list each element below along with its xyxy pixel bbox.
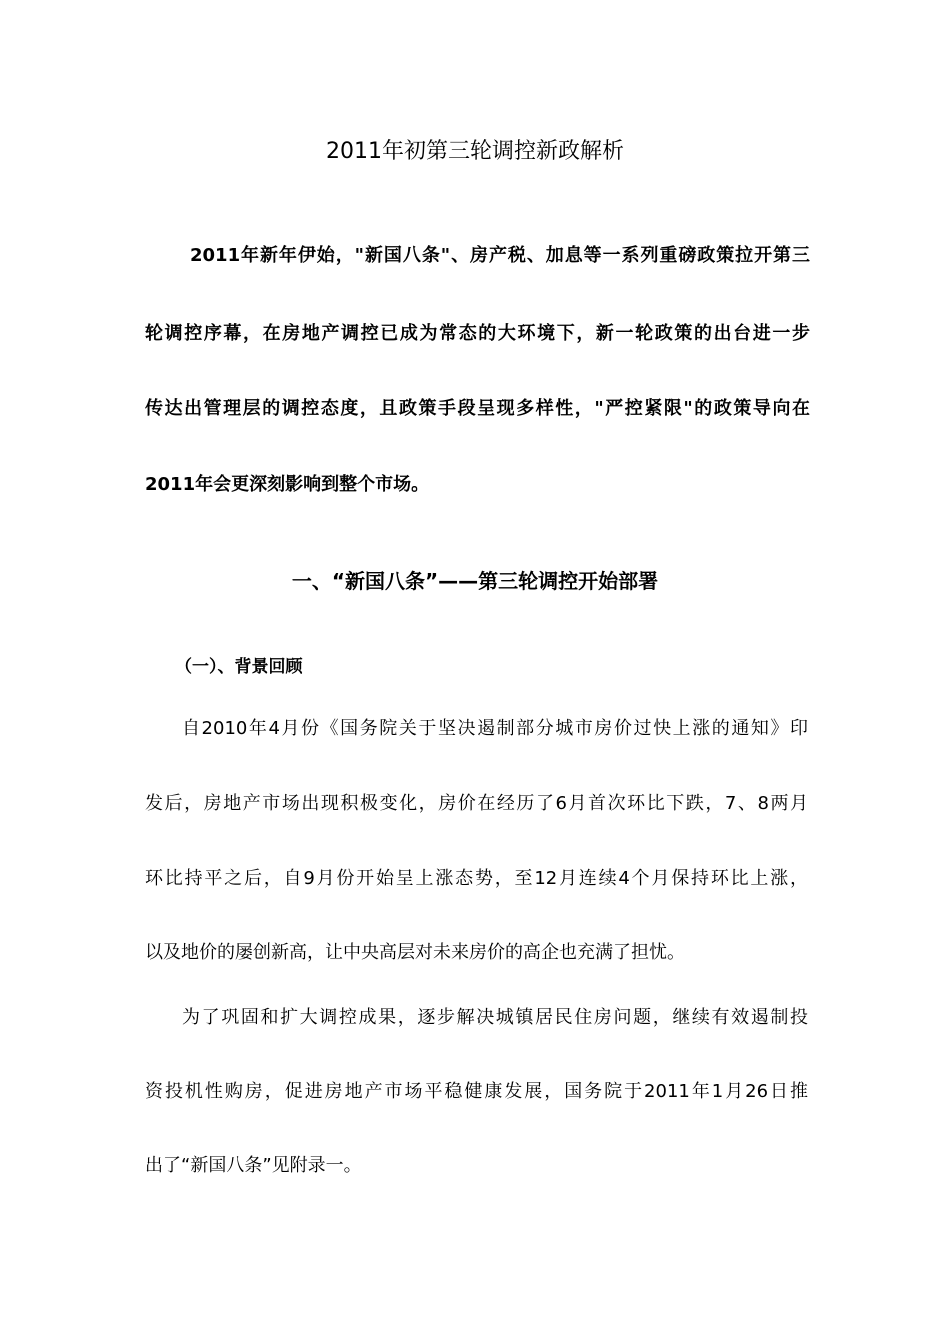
paragraph-line: 以及地价的屡创新高，让中央高层对未来房价的高企也充满了担忧。 bbox=[145, 942, 685, 963]
paragraph-line: 出了“新国八条”见附录一。 bbox=[145, 1155, 362, 1176]
intro-line: 传达出管理层的调控态度，且政策手段呈现多样性，"严控紧限"的政策导向在 bbox=[145, 398, 810, 419]
intro-line: 2011年新年伊始，"新国八条"、房产税、加息等一系列重磅政策拉开第三 bbox=[190, 245, 810, 266]
section-heading: 一、“新国八条”——第三轮调控开始部署 bbox=[291, 569, 659, 593]
intro-line: 轮调控序幕，在房地产调控已成为常态的大环境下，新一轮政策的出台进一步 bbox=[145, 323, 810, 344]
document-title: 2011年初第三轮调控新政解析 bbox=[326, 139, 624, 164]
paragraph-line: 资投机性购房，促进房地产市场平稳健康发展，国务院于2011年1月26日推 bbox=[145, 1081, 808, 1102]
intro-line: 2011年会更深刻影响到整个市场。 bbox=[145, 474, 430, 495]
paragraph-line: 为了巩固和扩大调控成果，逐步解决城镇居民住房问题，继续有效遏制投 bbox=[182, 1007, 808, 1028]
subsection-heading: （一）、背景回顾 bbox=[175, 657, 303, 677]
paragraph-line: 发后，房地产市场出现积极变化，房价在经历了6月首次环比下跌，7、8两月 bbox=[145, 793, 808, 814]
paragraph-line: 自2010年4月份《国务院关于坚决遏制部分城市房价过快上涨的通知》印 bbox=[182, 718, 808, 739]
paragraph-line: 环比持平之后，自9月份开始呈上涨态势，至12月连续4个月保持环比上涨， bbox=[145, 868, 808, 889]
